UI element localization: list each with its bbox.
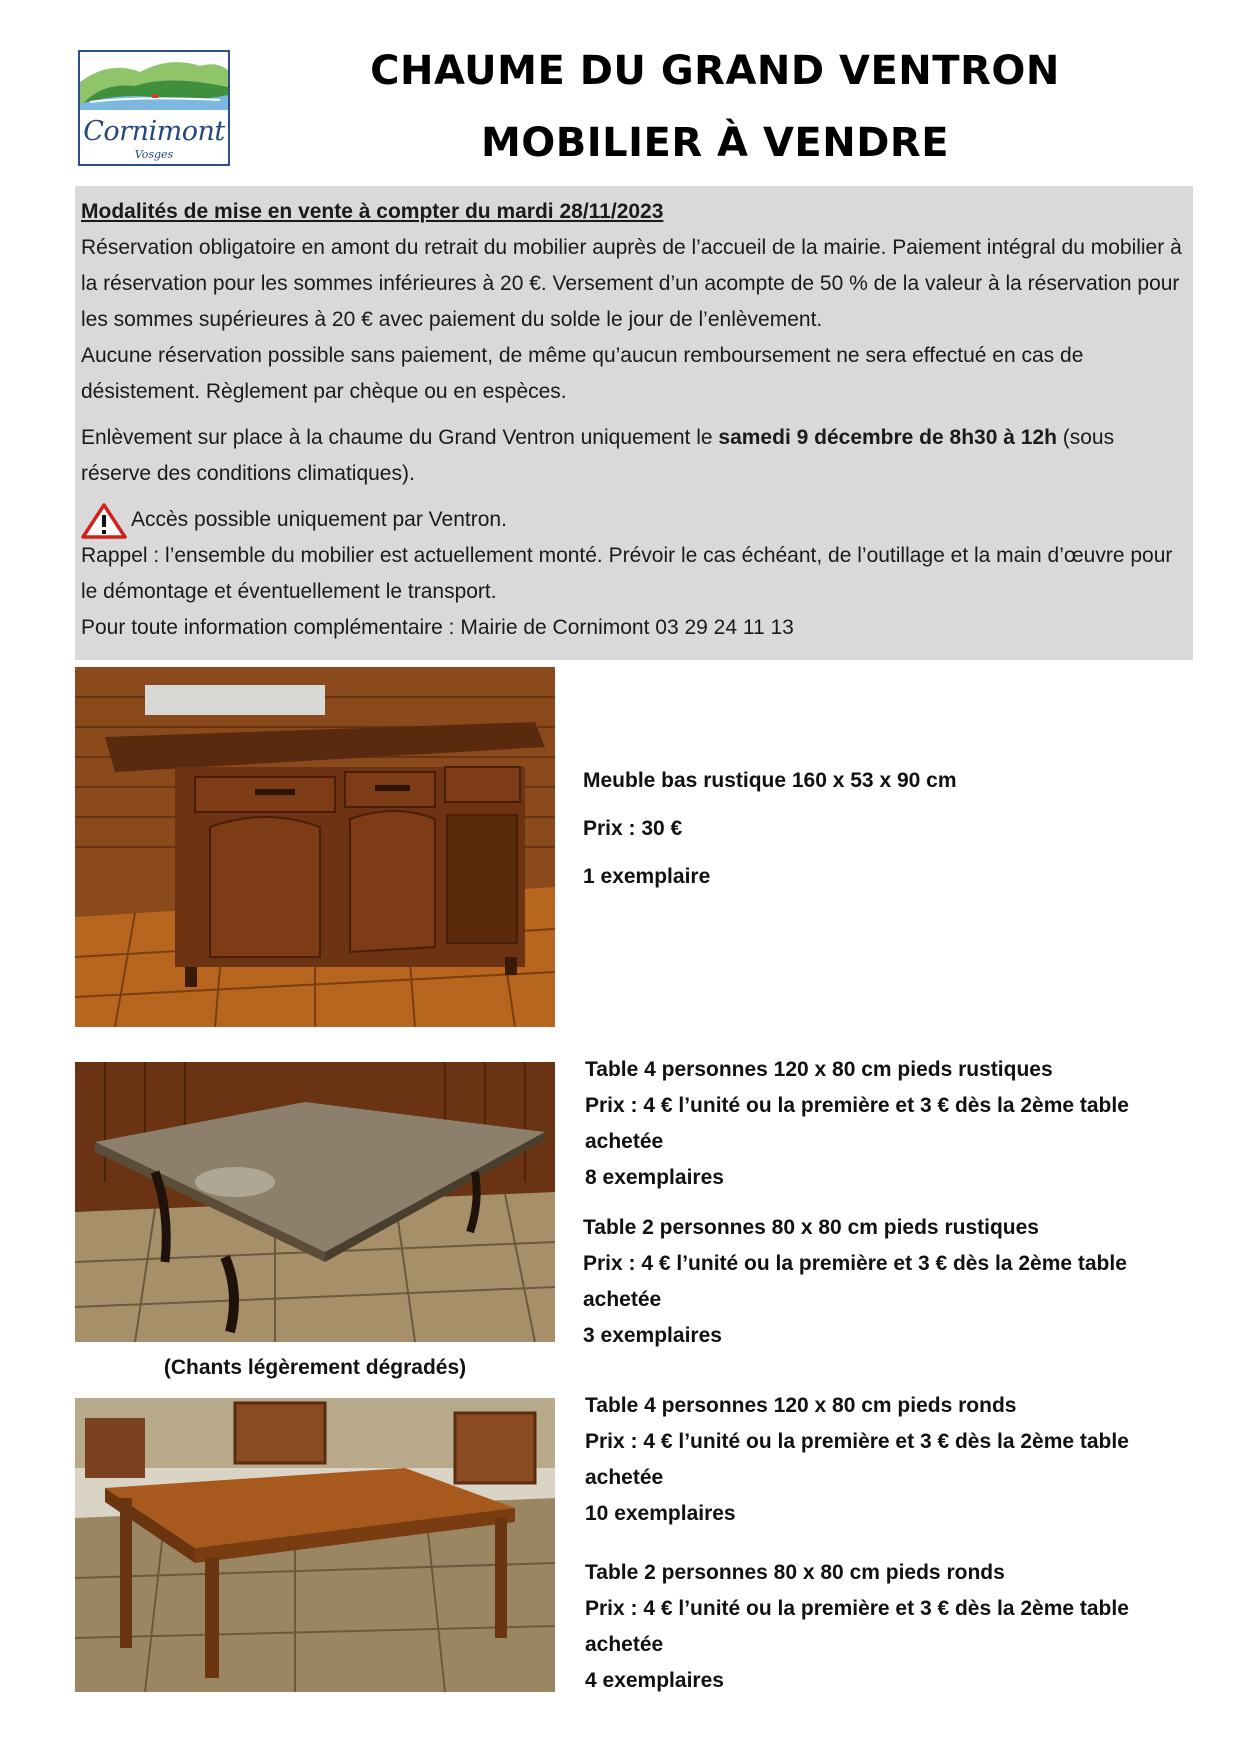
item-price: Prix : 4 € l’unité ou la première et 3 € dès la 2ème table achetée — [585, 1094, 1129, 1153]
reminder-paragraph: Rappel : l’ensemble du mobilier est actuellement monté. Prévoir le cas échéant, de l’outillage et la main d’œuvre pour le démontage et éventuellement le transport. — [81, 544, 1173, 603]
pickup-suffix: (sous réserve des conditions climatiques). — [81, 426, 1115, 485]
item-table-2-rustic — [583, 1210, 1183, 1354]
item-price: Prix : 30 € — [583, 817, 683, 840]
refund-paragraph: Aucune réservation possible sans paiement, de même qu’aucun remboursement ne sera effectué en cas de désistement. Règlement par chèque ou en espèces. — [81, 344, 1084, 403]
warning-icon — [81, 503, 127, 539]
item-quantity: 3 exemplaires — [583, 1324, 722, 1347]
pickup-prefix: Enlèvement sur place à la chaume du Grand Ventron uniquement le — [81, 426, 719, 449]
item-title: Table 4 personnes 120 x 80 cm pieds ronds — [585, 1394, 1017, 1417]
item-quantity: 4 exemplaires — [585, 1669, 724, 1692]
item-quantity: 10 exemplaires — [585, 1502, 736, 1525]
item-price: Prix : 4 € l’unité ou la première et 3 € dès la 2ème table achetée — [585, 1597, 1129, 1656]
item-table-4-rustic — [585, 1052, 1185, 1196]
access-text: Accès possible uniquement par Ventron. — [131, 508, 507, 531]
reservation-paragraph: Réservation obligatoire en amont du retrait du mobilier auprès de l’accueil de la mairie. Paiement intégral du mobilier à la réservation pour les sommes inférieures à 20 €. Versement d’un acompte de 50 % de la valeur à la réservation pour les sommes supérieures à 20 € avec paiement du solde le jour de l’enlèvement. — [81, 236, 1182, 331]
item-quantity: 8 exemplaires — [585, 1166, 724, 1189]
item-title: Table 2 personnes 80 x 80 cm pieds ronds — [585, 1561, 1005, 1584]
cornimont-logo — [78, 50, 230, 166]
page-title: CHAUME DU GRAND VENTRON — [370, 48, 1060, 94]
photo-caption: (Chants légèrement dégradés) — [163, 1356, 467, 1379]
item-title: Table 4 personnes 120 x 80 cm pieds rustiques — [585, 1058, 1053, 1081]
item-sideboard — [583, 763, 957, 907]
sideboard-photo — [75, 667, 555, 1027]
logo-region: Vosges — [134, 148, 174, 161]
sale-conditions-box — [75, 186, 1193, 660]
pickup-paragraph — [81, 420, 1187, 492]
logo-name: Cornimont — [83, 116, 225, 147]
item-quantity: 1 exemplaire — [583, 865, 711, 888]
pickup-date: samedi 9 décembre de 8h30 à 12h — [718, 426, 1057, 449]
conditions-heading: Modalités de mise en vente à compter du mardi 28/11/2023 — [81, 200, 664, 223]
contact-paragraph: Pour toute information complémentaire : Mairie de Cornimont 03 29 24 11 13 — [81, 616, 794, 639]
access-paragraph — [81, 502, 1187, 538]
item-price: Prix : 4 € l’unité ou la première et 3 € dès la 2ème table achetée — [583, 1252, 1127, 1311]
rustic-table-photo — [75, 1062, 555, 1342]
page-subtitle: MOBILIER À VENDRE — [480, 120, 950, 166]
item-title: Meuble bas rustique 160 x 53 x 90 cm — [583, 769, 957, 792]
item-price: Prix : 4 € l’unité ou la première et 3 € dès la 2ème table achetée — [585, 1430, 1129, 1489]
round-leg-table-photo — [75, 1398, 555, 1692]
item-table-4-round — [585, 1388, 1185, 1532]
item-table-2-round — [585, 1555, 1185, 1699]
item-title: Table 2 personnes 80 x 80 cm pieds rustiques — [583, 1216, 1039, 1239]
